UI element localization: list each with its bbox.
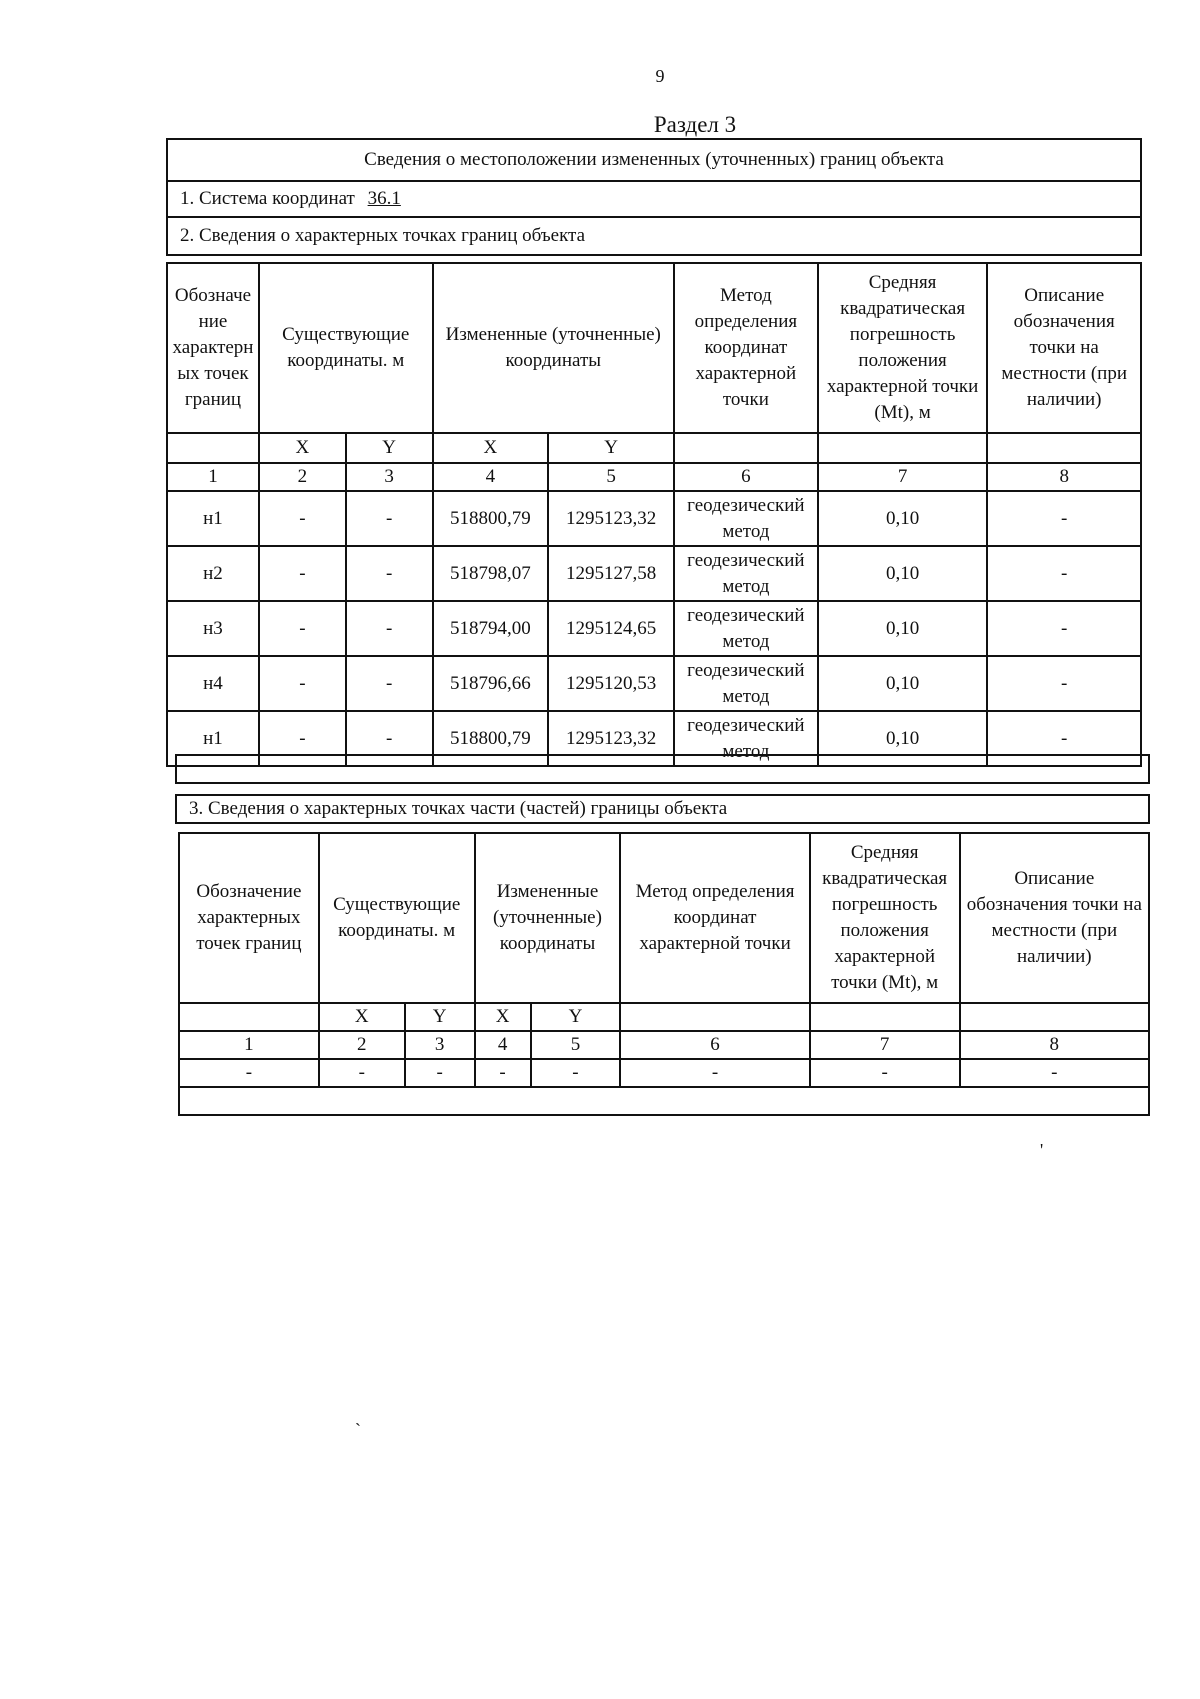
scan-speck: ` — [355, 1420, 361, 1440]
changed-y: 1295123,32 — [548, 711, 674, 766]
error-mt: 0,10 — [818, 491, 988, 546]
col-number: 8 — [960, 1031, 1149, 1059]
sub-header-empty — [987, 433, 1141, 463]
method: - — [620, 1059, 809, 1087]
col-header-designation: Обозначе ние характерн ых точек границ — [167, 263, 259, 433]
col-number: 4 — [433, 463, 549, 491]
col-number: 5 — [531, 1031, 621, 1059]
existing-x: - — [259, 601, 346, 656]
point-id: н1 — [167, 711, 259, 766]
coord-system-value: 36.1 — [367, 188, 401, 209]
col-header-existing: Существующие координаты. м — [259, 263, 433, 433]
table-row — [167, 656, 1141, 711]
changed-x: 518794,00 — [433, 601, 549, 656]
points-table — [166, 262, 1142, 767]
sub-header-y: Y — [531, 1003, 621, 1031]
changed-y: 1295127,58 — [548, 546, 674, 601]
existing-y: - — [346, 546, 433, 601]
col-number: 1 — [167, 463, 259, 491]
coord-system-cell — [167, 181, 1141, 217]
col-header-existing: Существующие координаты. м — [319, 833, 475, 1003]
col-number: 2 — [319, 1031, 405, 1059]
part-points-table — [178, 832, 1150, 1088]
point-id: н3 — [167, 601, 259, 656]
table-row — [167, 601, 1141, 656]
sub-header-empty — [818, 433, 988, 463]
col-number: 1 — [179, 1031, 319, 1059]
col-header-method: Метод определения координат характерной точки — [674, 263, 818, 433]
sub-header-empty — [674, 433, 818, 463]
existing-x: - — [259, 656, 346, 711]
changed-y: 1295120,53 — [548, 656, 674, 711]
header-title: Сведения о местоположении измененных (уточненных) границ объекта — [167, 139, 1141, 181]
col-number: 4 — [475, 1031, 531, 1059]
empty-footer-row — [176, 755, 1149, 783]
col-header-description: Описание обозначения точки на местности (при наличии) — [960, 833, 1149, 1003]
description: - — [987, 546, 1141, 601]
sub-header-empty — [620, 1003, 809, 1031]
sub-header-x: X — [259, 433, 346, 463]
sub-header-empty — [179, 1003, 319, 1031]
changed-y: 1295123,32 — [548, 491, 674, 546]
col-number: 6 — [674, 463, 818, 491]
point-id: н2 — [167, 546, 259, 601]
changed-x: 518800,79 — [433, 711, 549, 766]
page-number: 9 — [655, 66, 665, 86]
section-title: Раздел 3 — [653, 112, 737, 137]
col-header-method: Метод определения координат характерной точки — [620, 833, 809, 1003]
col-header-changed: Измененные (уточненные) координаты — [475, 833, 621, 1003]
sub-header-y: Y — [548, 433, 674, 463]
error-mt: 0,10 — [818, 601, 988, 656]
table-row — [167, 546, 1141, 601]
col-number: 5 — [548, 463, 674, 491]
existing-y: - — [346, 711, 433, 766]
existing-x: - — [259, 546, 346, 601]
changed-y: - — [531, 1059, 621, 1087]
changed-x: - — [475, 1059, 531, 1087]
col-number: 7 — [818, 463, 988, 491]
sub-header-empty — [960, 1003, 1149, 1031]
point-id: н4 — [167, 656, 259, 711]
existing-y: - — [346, 656, 433, 711]
col-number: 2 — [259, 463, 346, 491]
existing-y: - — [346, 491, 433, 546]
changed-x: 518796,66 — [433, 656, 549, 711]
col-header-error: Средняя квадратическая погрешность положения характерной точки (Mt), м — [810, 833, 960, 1003]
sub-header-x: X — [433, 433, 549, 463]
points-title: 2. Сведения о характерных точках границ объекта — [167, 217, 1141, 255]
existing-x: - — [319, 1059, 405, 1087]
changed-x: 518798,07 — [433, 546, 549, 601]
col-header-error: Средняя квадратическая погрешность положения характерной точки (Mt), м — [818, 263, 988, 433]
sub-header-y: Y — [405, 1003, 475, 1031]
existing-x: - — [259, 491, 346, 546]
col-number: 6 — [620, 1031, 809, 1059]
section3-header — [175, 794, 1150, 824]
sub-header-x: X — [475, 1003, 531, 1031]
error-mt: - — [810, 1059, 960, 1087]
method: геодезический метод — [674, 491, 818, 546]
sub-header-empty — [810, 1003, 960, 1031]
error-mt: 0,10 — [818, 656, 988, 711]
col-number: 8 — [987, 463, 1141, 491]
empty-footer-row — [179, 1087, 1149, 1115]
method: геодезический метод — [674, 601, 818, 656]
description: - — [987, 711, 1141, 766]
method: геодезический метод — [674, 711, 818, 766]
error-mt: 0,10 — [818, 546, 988, 601]
error-mt: 0,10 — [818, 711, 988, 766]
col-number: 7 — [810, 1031, 960, 1059]
point-id: - — [179, 1059, 319, 1087]
sub-header-empty — [167, 433, 259, 463]
col-header-designation: Обозначение характерных точек границ — [179, 833, 319, 1003]
section3-title: 3. Сведения о характерных точках части (частей) границы объекта — [176, 795, 1149, 823]
scan-speck: ' — [1040, 1140, 1044, 1160]
description: - — [987, 491, 1141, 546]
method: геодезический метод — [674, 656, 818, 711]
table-row — [167, 491, 1141, 546]
sub-header-x: X — [319, 1003, 405, 1031]
changed-x: 518800,79 — [433, 491, 549, 546]
sub-header-y: Y — [346, 433, 433, 463]
points-table-footer — [175, 754, 1150, 784]
existing-y: - — [405, 1059, 475, 1087]
description: - — [987, 656, 1141, 711]
point-id: н1 — [167, 491, 259, 546]
col-number: 3 — [405, 1031, 475, 1059]
col-number: 3 — [346, 463, 433, 491]
part-points-table-footer — [178, 1086, 1150, 1116]
table-row — [179, 1059, 1149, 1087]
changed-y: 1295124,65 — [548, 601, 674, 656]
method: геодезический метод — [674, 546, 818, 601]
header-table — [166, 138, 1142, 256]
description: - — [987, 601, 1141, 656]
description: - — [960, 1059, 1149, 1087]
existing-x: - — [259, 711, 346, 766]
existing-y: - — [346, 601, 433, 656]
col-header-changed: Измененные (уточненные) координаты — [433, 263, 674, 433]
col-header-description: Описание обозначения точки на местности (при наличии) — [987, 263, 1141, 433]
coord-system-label: 1. Система координат — [180, 188, 355, 209]
